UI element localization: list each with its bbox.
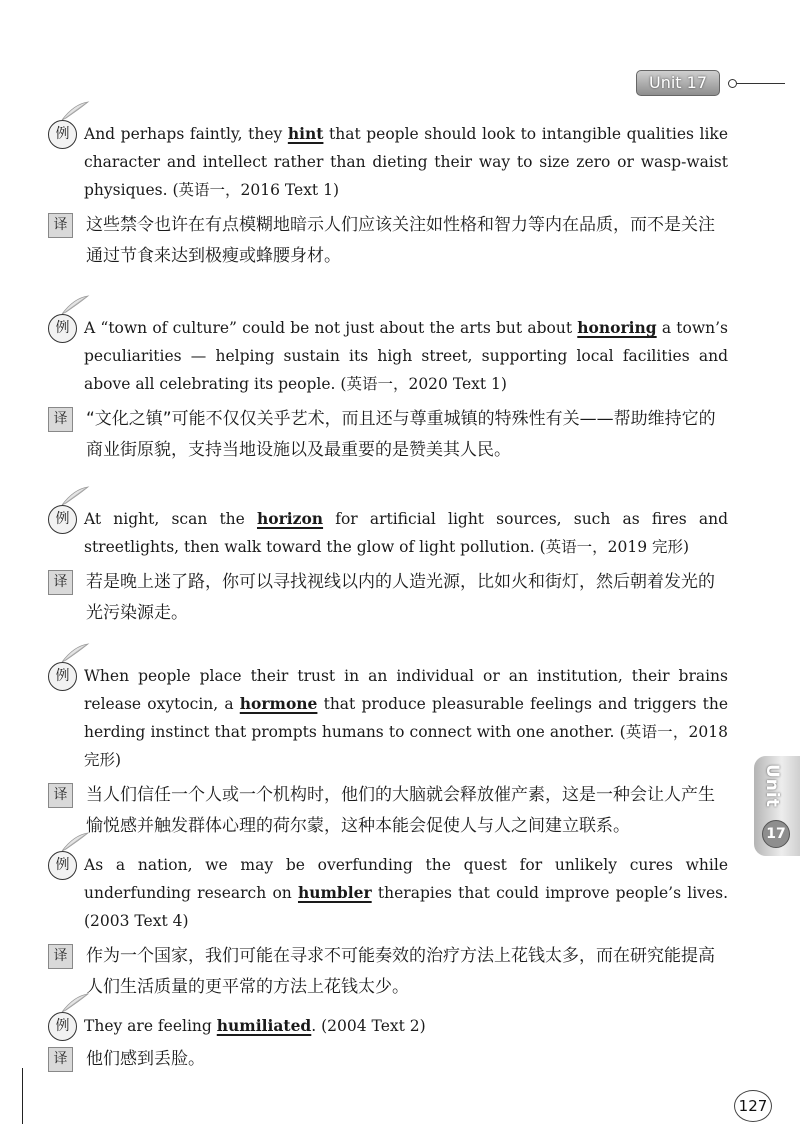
translation-tag-icon: 译 xyxy=(48,570,73,595)
translation-tag-icon: 译 xyxy=(48,407,73,432)
feather-icon xyxy=(60,831,90,853)
feather-icon xyxy=(60,992,90,1014)
keyword: honoring xyxy=(577,318,657,337)
example-translation: 他们感到丢脸。 xyxy=(86,1049,205,1069)
unit-header xyxy=(636,70,785,96)
example-english: And perhaps faintly, they hint that people should look to intangible qualities like character and intellect rather than dieting their way to size zero or wasp-waist physiques. (英语一，2016 Text 1) xyxy=(84,124,728,199)
feather-icon xyxy=(60,294,90,316)
feather-icon xyxy=(60,642,90,664)
example-tag-icon: 例 xyxy=(48,505,77,534)
example-block xyxy=(48,314,728,466)
keyword: humiliated xyxy=(216,1016,312,1035)
example-block xyxy=(48,662,728,842)
page-number: 127 xyxy=(734,1090,772,1122)
keyword: hormone xyxy=(239,694,318,713)
side-tab-number: 17 xyxy=(762,820,790,848)
example-tag-icon: 例 xyxy=(48,314,77,343)
translation-tag-icon: 译 xyxy=(48,213,73,238)
example-tag-icon: 例 xyxy=(48,120,77,149)
example-english: A “town of culture” could be not just about the arts but about honoring a town’s peculiarities — helping sustain its high street, supporting local facilities and above all celebrating its people. (英语一，2020 Text 1) xyxy=(84,318,728,393)
example-english: At night, scan the horizon for artificial light sources, such as fires and streetlights, then walk toward the glow of light pollution. (英语一，2019 完形) xyxy=(84,509,728,556)
keyword: hint xyxy=(287,124,324,143)
translation-tag-icon: 译 xyxy=(48,944,73,969)
example-block xyxy=(48,120,728,272)
example-tag-icon: 例 xyxy=(48,851,77,880)
example-tag-icon: 例 xyxy=(48,1012,77,1041)
feather-icon xyxy=(60,485,90,507)
side-unit-tab xyxy=(754,756,800,856)
example-english: As a nation, we may be overfunding the quest for unlikely cures while underfunding research on humbler therapies that could improve people’s lives. (2003 Text 4) xyxy=(84,856,728,930)
example-translation: 作为一个国家，我们可能在寻求不可能奏效的治疗方法上花钱太多，而在研究能提高人们生活质量的更平常的方法上花钱太少。 xyxy=(86,946,715,997)
example-english: When people place their trust in an individual or an institution, their brains release oxytocin, a hormone that produce pleasurable feelings and triggers the herding instinct that prompts humans to connect with one another. (英语一，2018 完形) xyxy=(84,667,728,769)
example-block xyxy=(48,505,728,629)
example-translation: 当人们信任一个人或一个机构时，他们的大脑就会释放催产素，这是一种会让人产生愉悦感并触发群体心理的荷尔蒙，这种本能会促使人与人之间建立联系。 xyxy=(86,785,715,836)
header-rule xyxy=(737,83,785,84)
side-tab-label: Unit xyxy=(762,764,782,808)
translation-tag-icon: 译 xyxy=(48,783,73,808)
example-translation: 若是晚上迷了路，你可以寻找视线以内的人造光源，比如火和街灯，然后朝着发光的光污染源走。 xyxy=(86,572,715,623)
example-translation: “文化之镇”可能不仅仅关乎艺术，而且还与尊重城镇的特殊性有关——帮助维持它的商业街原貌，支持当地设施以及最重要的是赞美其人民。 xyxy=(86,409,716,460)
example-block xyxy=(48,1012,728,1075)
translation-tag-icon: 译 xyxy=(48,1047,73,1072)
keyword: humbler xyxy=(297,883,372,902)
example-english: They are feeling humiliated. (2004 Text 2) xyxy=(84,1016,426,1035)
header-circle-ornament xyxy=(728,79,737,88)
unit-badge: Unit 17 xyxy=(636,70,720,96)
example-block xyxy=(48,851,728,1003)
feather-icon xyxy=(60,100,90,122)
keyword: horizon xyxy=(256,509,324,528)
margin-rule xyxy=(22,1068,23,1124)
example-tag-icon: 例 xyxy=(48,662,77,691)
example-translation: 这些禁令也许在有点模糊地暗示人们应该关注如性格和智力等内在品质，而不是关注通过节食来达到极瘦或蜂腰身材。 xyxy=(86,215,715,266)
